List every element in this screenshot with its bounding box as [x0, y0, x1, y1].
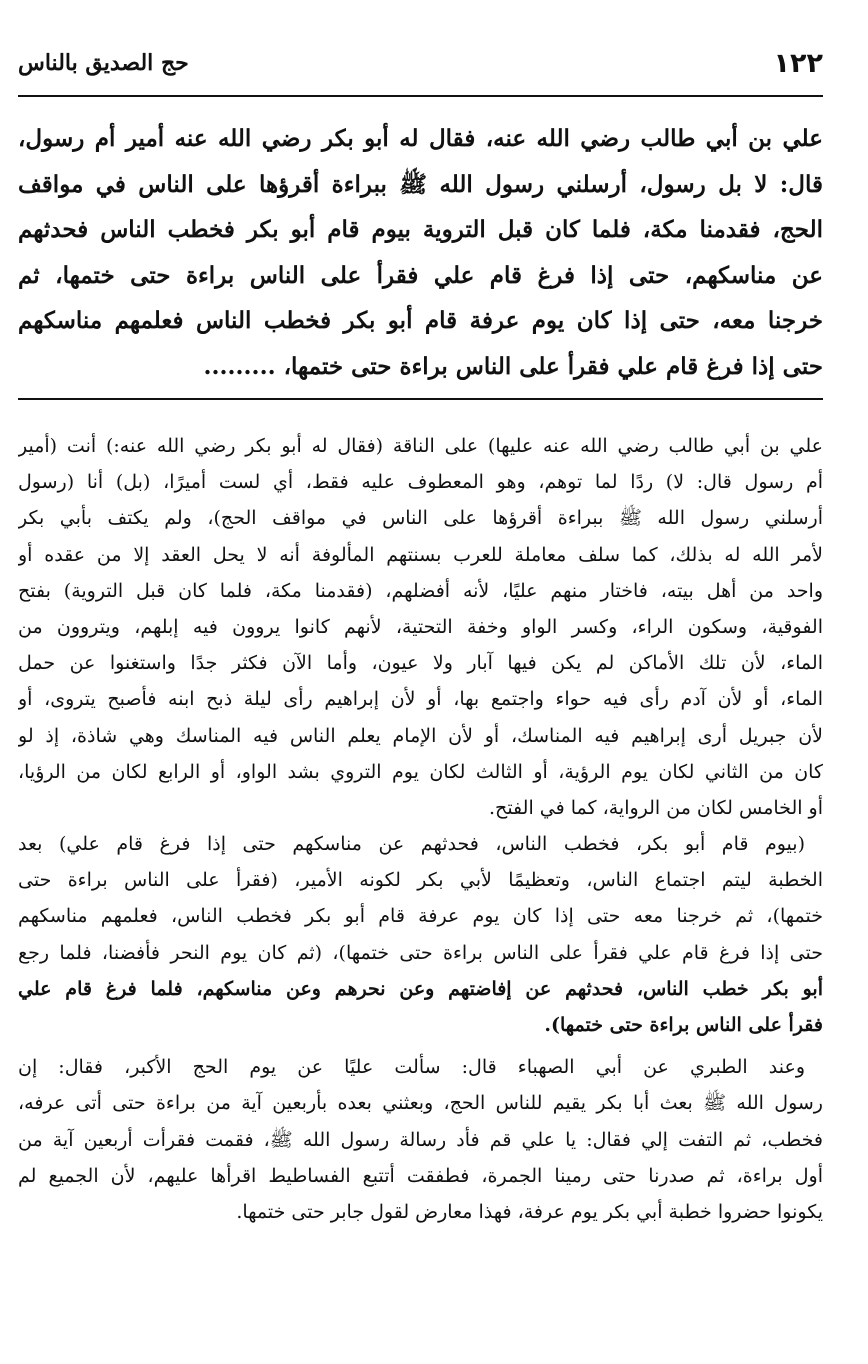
commentary-line: لأن جبريل أرى إبراهيم فيه المناسك، أو لأن الإمام يعلم الناس فيه المناسك وهي شاذة، إذ لو [18, 724, 823, 747]
hadith-line: الحج، فقدمنا مكة، فلما كان قبل التروية بيوم قام أبو بكر فخطب الناس فحدثهم [18, 216, 823, 243]
commentary-line: رسول الله ﷺ بعث أبا بكر يقيم للناس الحج، وبعثني بعده بأربعين آية من براءة حتى أتى عرفه، [18, 1092, 823, 1115]
commentary-line: أم رسول قال: لا) ردًا لما توهم، وهو المعطوف عليه فقط، أي لست أميرًا، (بل) أنا (رسول [18, 471, 823, 494]
commentary-line: وعند الطبري عن أبي الصهباء قال: سألت عليًا عن يوم الحج الأكبر، فقال: إن [18, 1056, 805, 1079]
hadith-text [18, 116, 823, 389]
page-number: ١٢٢ [773, 47, 823, 79]
commentary-line: يكونوا حضروا خطبة أبي بكر يوم عرفة، فهذا معارض لقول جابر حتى ختمها. [236, 1200, 823, 1223]
commentary-line: أرسلني رسول الله ﷺ ببراءة أقرؤها على الناس في مواقف الحج)، ولم يكتف بأبي بكر [18, 507, 823, 530]
commentary-line: كان من الثاني لكان يوم الرؤية، أو الثالث لكان يوم التروي بشد الواو، أو الرابع لكان من الرؤيا، [18, 760, 823, 783]
hadith-line-text: حتى إذا فرغ قام علي فقرأ على الناس براءة حتى ختمها، [283, 352, 823, 380]
commentary-line: علي بن أبي طالب رضي الله عنه عليها) على الناقة (فقال له أبو بكر رضي الله عنه:) أنت (أمير [18, 435, 823, 457]
hadith-line: قال: لا بل رسول، أرسلني رسول الله ﷺ ببراءة أقرؤها على الناس في مواقف [18, 170, 823, 198]
hadith-line: عن مناسكهم، حتى إذا فرغ قام علي فقرأ على الناس براءة حتى ختمها، ثم [18, 261, 823, 289]
commentary-line: (بيوم قام أبو بكر، فخطب الناس، فحدثهم عن مناسكهم حتى إذا فرغ قام علي) بعد [18, 833, 805, 856]
header-rule [18, 95, 823, 97]
commentary-line: ختمها)، ثم خرجنا معه حتى إذا كان يوم عرفة قام أبو بكر فخطب الناس، فعلمهم مناسكهم [18, 905, 823, 928]
section-divider [18, 398, 823, 400]
hadith-line: علي بن أبي طالب رضي الله عنه، فقال له أبو بكر رضي الله عنه أمير أم رسول، [18, 125, 823, 152]
commentary-line: الماء، أو لأن آدم رأى فيه حواء واجتمع بها، أو لأن إبراهيم رأى ليلة ذبح ابنه فأصبح يتروى، أو [18, 688, 823, 711]
commentary-text [18, 428, 823, 1230]
commentary-line: واحد من أهل بيته، فاختار منهم عليًا، لأنه أفضلهم، (فقدمنا مكة، فلما كان قبل التروية) بفتح [18, 579, 823, 602]
commentary-line: أول براءة، ثم صدرنا حتى رمينا الجمرة، فطفقت أتتبع الفساطيط اقرأها عليهم، لأن الجميع لم [18, 1164, 823, 1187]
commentary-line: فخطب، ثم التفت إلي فقال: يا علي قم فأد رسالة رسول الله ﷺ، فقمت فقرأت أربعين آية من [18, 1128, 823, 1151]
commentary-line: فقرأ على الناس براءة حتى ختمها). [544, 1014, 823, 1036]
hadith-line: خرجنا معه، حتى إذا كان يوم عرفة قام أبو بكر فخطب الناس فعلمهم مناسكهم [18, 307, 823, 334]
running-title: حج الصديق بالناس [18, 50, 189, 76]
commentary-line: أبو بكر خطب الناس، فحدثهم عن إفاضتهم وعن نحرهم وعن مناسكهم، فلما فرغ قام علي [18, 977, 823, 1000]
ellipsis: ......... [203, 352, 276, 380]
commentary-line: أو الخامس لكان من الرواية، كما في الفتح. [489, 796, 823, 819]
page-header [18, 38, 823, 88]
hadith-line [18, 344, 823, 390]
commentary-line: حتى إذا فرغ قام علي فقرأ على الناس براءة حتى ختمها)، (ثم كان يوم النحر فأفضنا، فلما رجع [18, 941, 823, 964]
commentary-line: الفوقية، وسكون الراء، وكسر الواو وخفة التحتية، لأنهم كانوا يروون فيه إبلهم، ويتروون من [18, 615, 823, 638]
commentary-line: لأمر الله له بذلك، كما سلف معاملة للعرب بسنتهم المألوفة أنه لا يحل العقد إلا من عقده أو [18, 543, 823, 566]
commentary-line: الماء، لأن تلك الأماكن لم يكن فيها آبار ولا عيون، وأما الآن فكثر جدًا واستغنوا عن حمل [18, 652, 823, 675]
commentary-line: الخطبة ليتم اجتماع الناس، وتعظيمًا لأبي بكر لكونه الأمير، (فقرأ على الناس براءة حتى [18, 869, 823, 892]
